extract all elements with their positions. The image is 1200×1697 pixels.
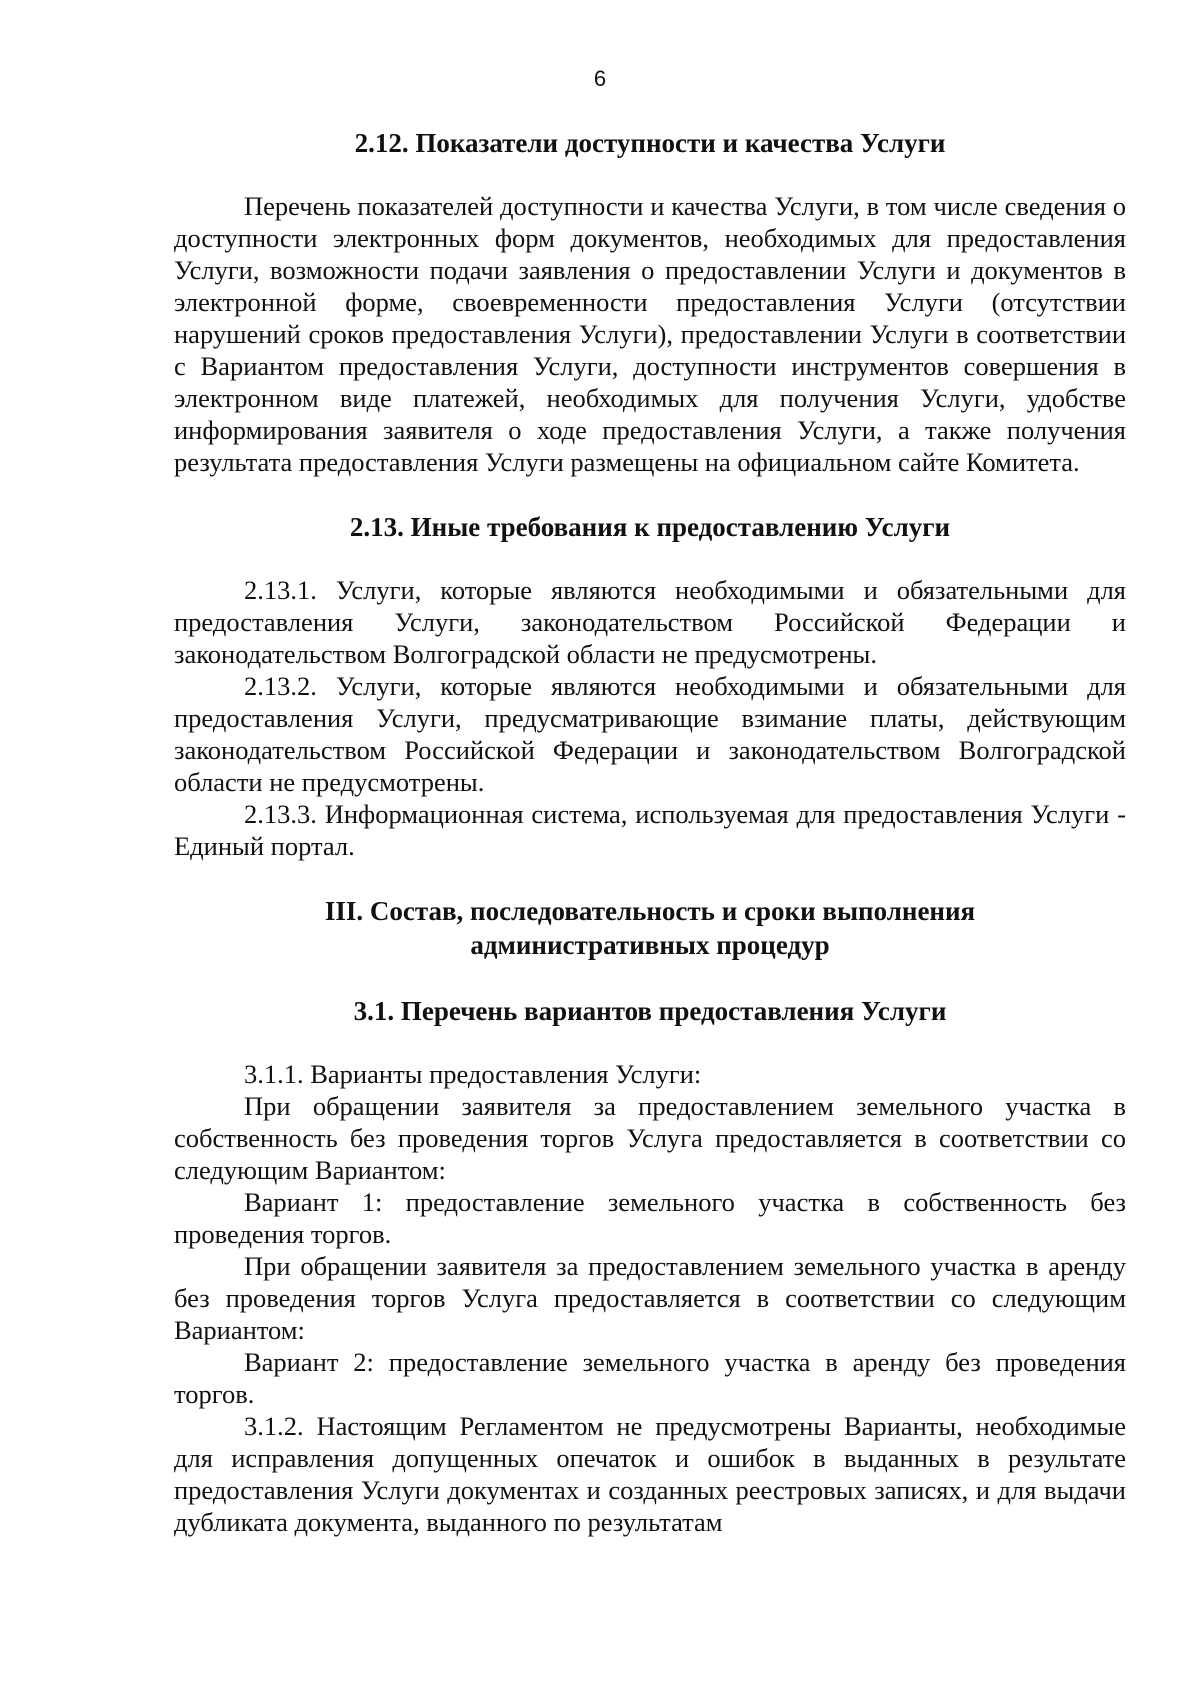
section-3-1-heading: 3.1. Перечень вариантов предоставления Услуги <box>353 996 947 1026</box>
variant-2-paragraph: Вариант 2: предоставление земельного участка в аренду без проведения торгов. <box>174 1347 1126 1409</box>
variant-1-paragraph: Вариант 1: предоставление земельного участка в собственность без проведения торгов. <box>174 1187 1126 1249</box>
chapter-3-heading-line1: III. Состав, последовательность и сроки выполнения <box>324 896 976 926</box>
section-3-1-2-paragraph: 3.1.2. Настоящим Регламентом не предусмотрены Варианты, необходимые для исправления допущенных опечаток и ошибок в выданных в результате предоставления Услуги документах и созданных реестровых записях, и для выдачи дубликата документа, выданного по результатам <box>174 1411 1126 1537</box>
variant-2-intro-paragraph: При обращении заявителя за предоставлением земельного участка в аренду без проведения торгов Услуга предоставляется в соответствии со следующим Вариантом: <box>174 1251 1126 1345</box>
chapter-3-heading-line2: административных процедур <box>470 930 830 960</box>
section-2-13-1-paragraph: 2.13.1. Услуги, которые являются необходимыми и обязательными для предоставления Услуги, законодательством Российской Федерации и законодательством Волгоградской области не предусмотрены. <box>174 575 1126 669</box>
section-2-13-heading: 2.13. Иные требования к предоставлению Услуги <box>349 512 951 542</box>
section-2-13-3-paragraph: 2.13.3. Информационная система, используемая для предоставления Услуги - Единый портал. <box>174 799 1126 861</box>
page-number: 6 <box>593 66 607 91</box>
section-3-1-1-paragraph: 3.1.1. Варианты предоставления Услуги: <box>244 1059 702 1089</box>
variant-1-intro-paragraph: При обращении заявителя за предоставлением земельного участка в собственность без проведения торгов Услуга предоставляется в соответствии со следующим Вариантом: <box>174 1091 1126 1185</box>
chapter-3-heading <box>174 894 1126 962</box>
section-2-12-paragraph: Перечень показателей доступности и качества Услуги, в том числе сведения о доступности электронных форм документов, необходимых для предоставления Услуги, возможности подачи заявления о предоставлении Услуги и документов в электронной форме, своевременности предоставления Услуги (отсутствии нарушений сроков предоставления Услуги), предоставлении Услуги в соответствии с Вариантом предоставления Услуги, доступности инструментов совершения в электронном виде платежей, необходимых для получения Услуги, удобстве информирования заявителя о ходе предоставления Услуги, а также получения результата предоставления Услуги размещены на официальном сайте Комитета. <box>174 191 1126 477</box>
section-2-12-heading: 2.12. Показатели доступности и качества Услуги <box>354 128 946 158</box>
section-2-13-2-paragraph: 2.13.2. Услуги, которые являются необходимыми и обязательными для предоставления Услуги, предусматривающие взимание платы, действующим законодательством Российской Федерации и законодательством Волгоградской области не предусмотрены. <box>174 671 1126 797</box>
document-body <box>174 126 1126 1538</box>
